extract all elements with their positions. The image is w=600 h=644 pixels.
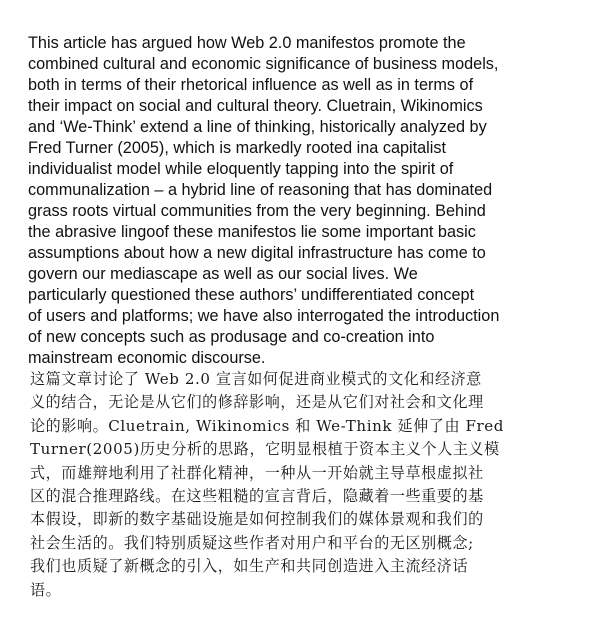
chinese-line: 本假设，即新的数字基础设施是如何控制我们的媒体景观和我们的 bbox=[30, 510, 484, 529]
chinese-line: Turner(2005)历史分析的思路，它明显根植于资本主义个人主义模 bbox=[30, 440, 500, 459]
english-line: govern our mediascape as well as our social lives. We bbox=[28, 265, 418, 283]
english-line: both in terms of their rhetorical influence as well as in terms of bbox=[28, 76, 474, 94]
chinese-line: 这篇文章讨论了 Web 2.0 宣言如何促进商业模式的文化和经济意 bbox=[30, 370, 482, 388]
chinese-line: 义的结合，无论是从它们的修辞影响，还是从它们对社会和文化理 bbox=[30, 393, 484, 412]
english-line: of new concepts such as produsage and co-creation into bbox=[28, 328, 435, 346]
english-paragraph bbox=[28, 33, 588, 369]
english-line: the abrasive lingoof these manifestos lie some important basic bbox=[28, 223, 476, 241]
english-line: and ‘We-Think’ extend a line of thinking, historically analyzed by bbox=[28, 118, 487, 136]
english-line: individualist model while eloquently tapping into the spirit of bbox=[28, 160, 454, 178]
chinese-line: 我们也质疑了新概念的引入，如生产和共同创造进入主流经济话 bbox=[30, 557, 469, 576]
english-line: assumptions about how a new digital infrastructure has come to bbox=[28, 244, 486, 262]
chinese-line: 语。 bbox=[30, 580, 62, 599]
chinese-line: 论的影响。Cluetrain, Wikinomics 和 We-Think 延伸了由 Fred bbox=[30, 416, 505, 435]
english-line: grass roots virtual communities from the very beginning. Behind bbox=[28, 202, 486, 220]
chinese-paragraph bbox=[30, 368, 590, 602]
english-line: of users and platforms; we have also interrogated the introduction bbox=[28, 307, 500, 325]
chinese-line: 区的混合推理路线。在这些粗糙的宣言背后，隐藏着一些重要的基 bbox=[30, 486, 484, 505]
english-line: mainstream economic discourse. bbox=[28, 349, 266, 367]
english-line: Fred Turner (2005), which is markedly rooted ina capitalist bbox=[28, 139, 447, 157]
english-line: their impact on social and cultural theory. Cluetrain, Wikinomics bbox=[28, 97, 483, 115]
english-line: particularly questioned these authors’ undifferentiated concept bbox=[28, 286, 475, 304]
chinese-line: 式，而雄辩地利用了社群化精神，一种从一开始就主导草根虚拟社 bbox=[30, 463, 484, 482]
english-line: communalization – a hybrid line of reasoning that has dominated bbox=[28, 181, 493, 199]
english-line: combined cultural and economic significance of business models, bbox=[28, 55, 499, 73]
english-line: This article has argued how Web 2.0 manifestos promote the bbox=[28, 34, 466, 52]
chinese-line: 社会生活的。我们特别质疑这些作者对用户和平台的无区别概念; bbox=[30, 533, 474, 552]
